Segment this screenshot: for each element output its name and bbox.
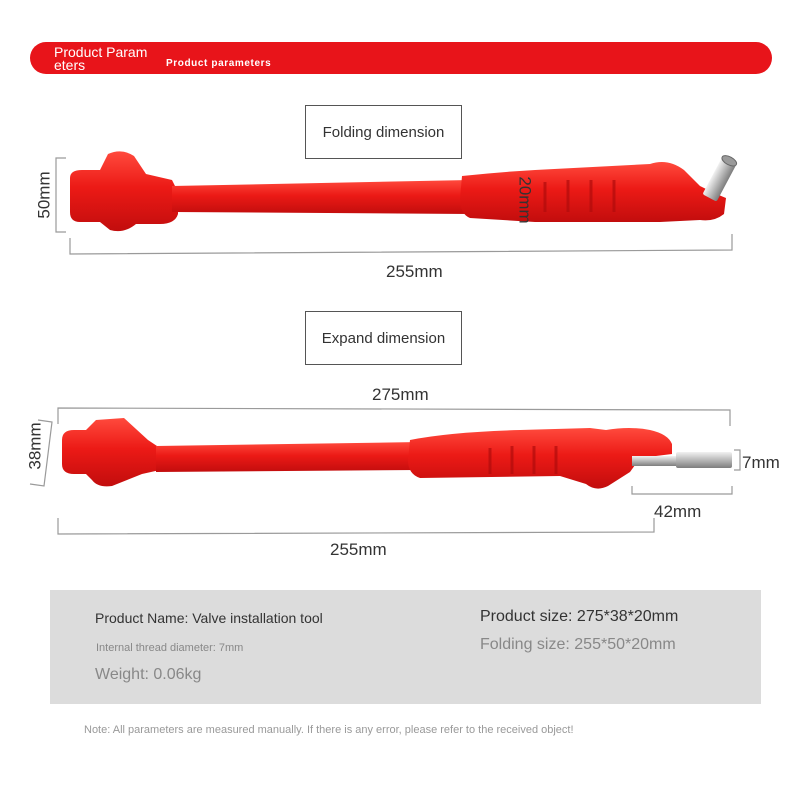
expanded-total-length-label: 275mm — [372, 385, 429, 404]
folded-tool-image — [70, 151, 738, 231]
folded-thickness-label: 20mm — [515, 176, 535, 224]
folded-length-label: 255mm — [386, 262, 443, 281]
expanded-height-label: 38mm — [25, 422, 45, 470]
expanded-body-length-label: 255mm — [330, 540, 387, 559]
header-subtitle: Product parameters — [166, 58, 272, 69]
spec-panel — [50, 590, 761, 704]
header-title: Product Parameters — [54, 44, 148, 73]
expanded-tool-image — [62, 418, 732, 489]
folding-size: Folding size: 255*50*20mm — [480, 636, 676, 653]
product-name: Product Name: Valve installation tool — [95, 610, 323, 626]
thread-diameter: Internal thread diameter: 7mm — [96, 642, 244, 654]
folded-height-label: 50mm — [34, 171, 54, 219]
weight: Weight: 0.06kg — [95, 666, 202, 683]
folding-dimension-text: Folding dimension — [322, 123, 445, 141]
measurement-note: Note: All parameters are measured manually. If there is any error, please refer to the received object! — [84, 724, 574, 736]
product-size: Product size: 275*38*20mm — [480, 608, 679, 625]
tip-diameter-label: 7mm — [742, 453, 780, 472]
tip-length-label: 42mm — [654, 502, 702, 521]
expand-dimension-text: Expand dimension — [321, 329, 446, 347]
